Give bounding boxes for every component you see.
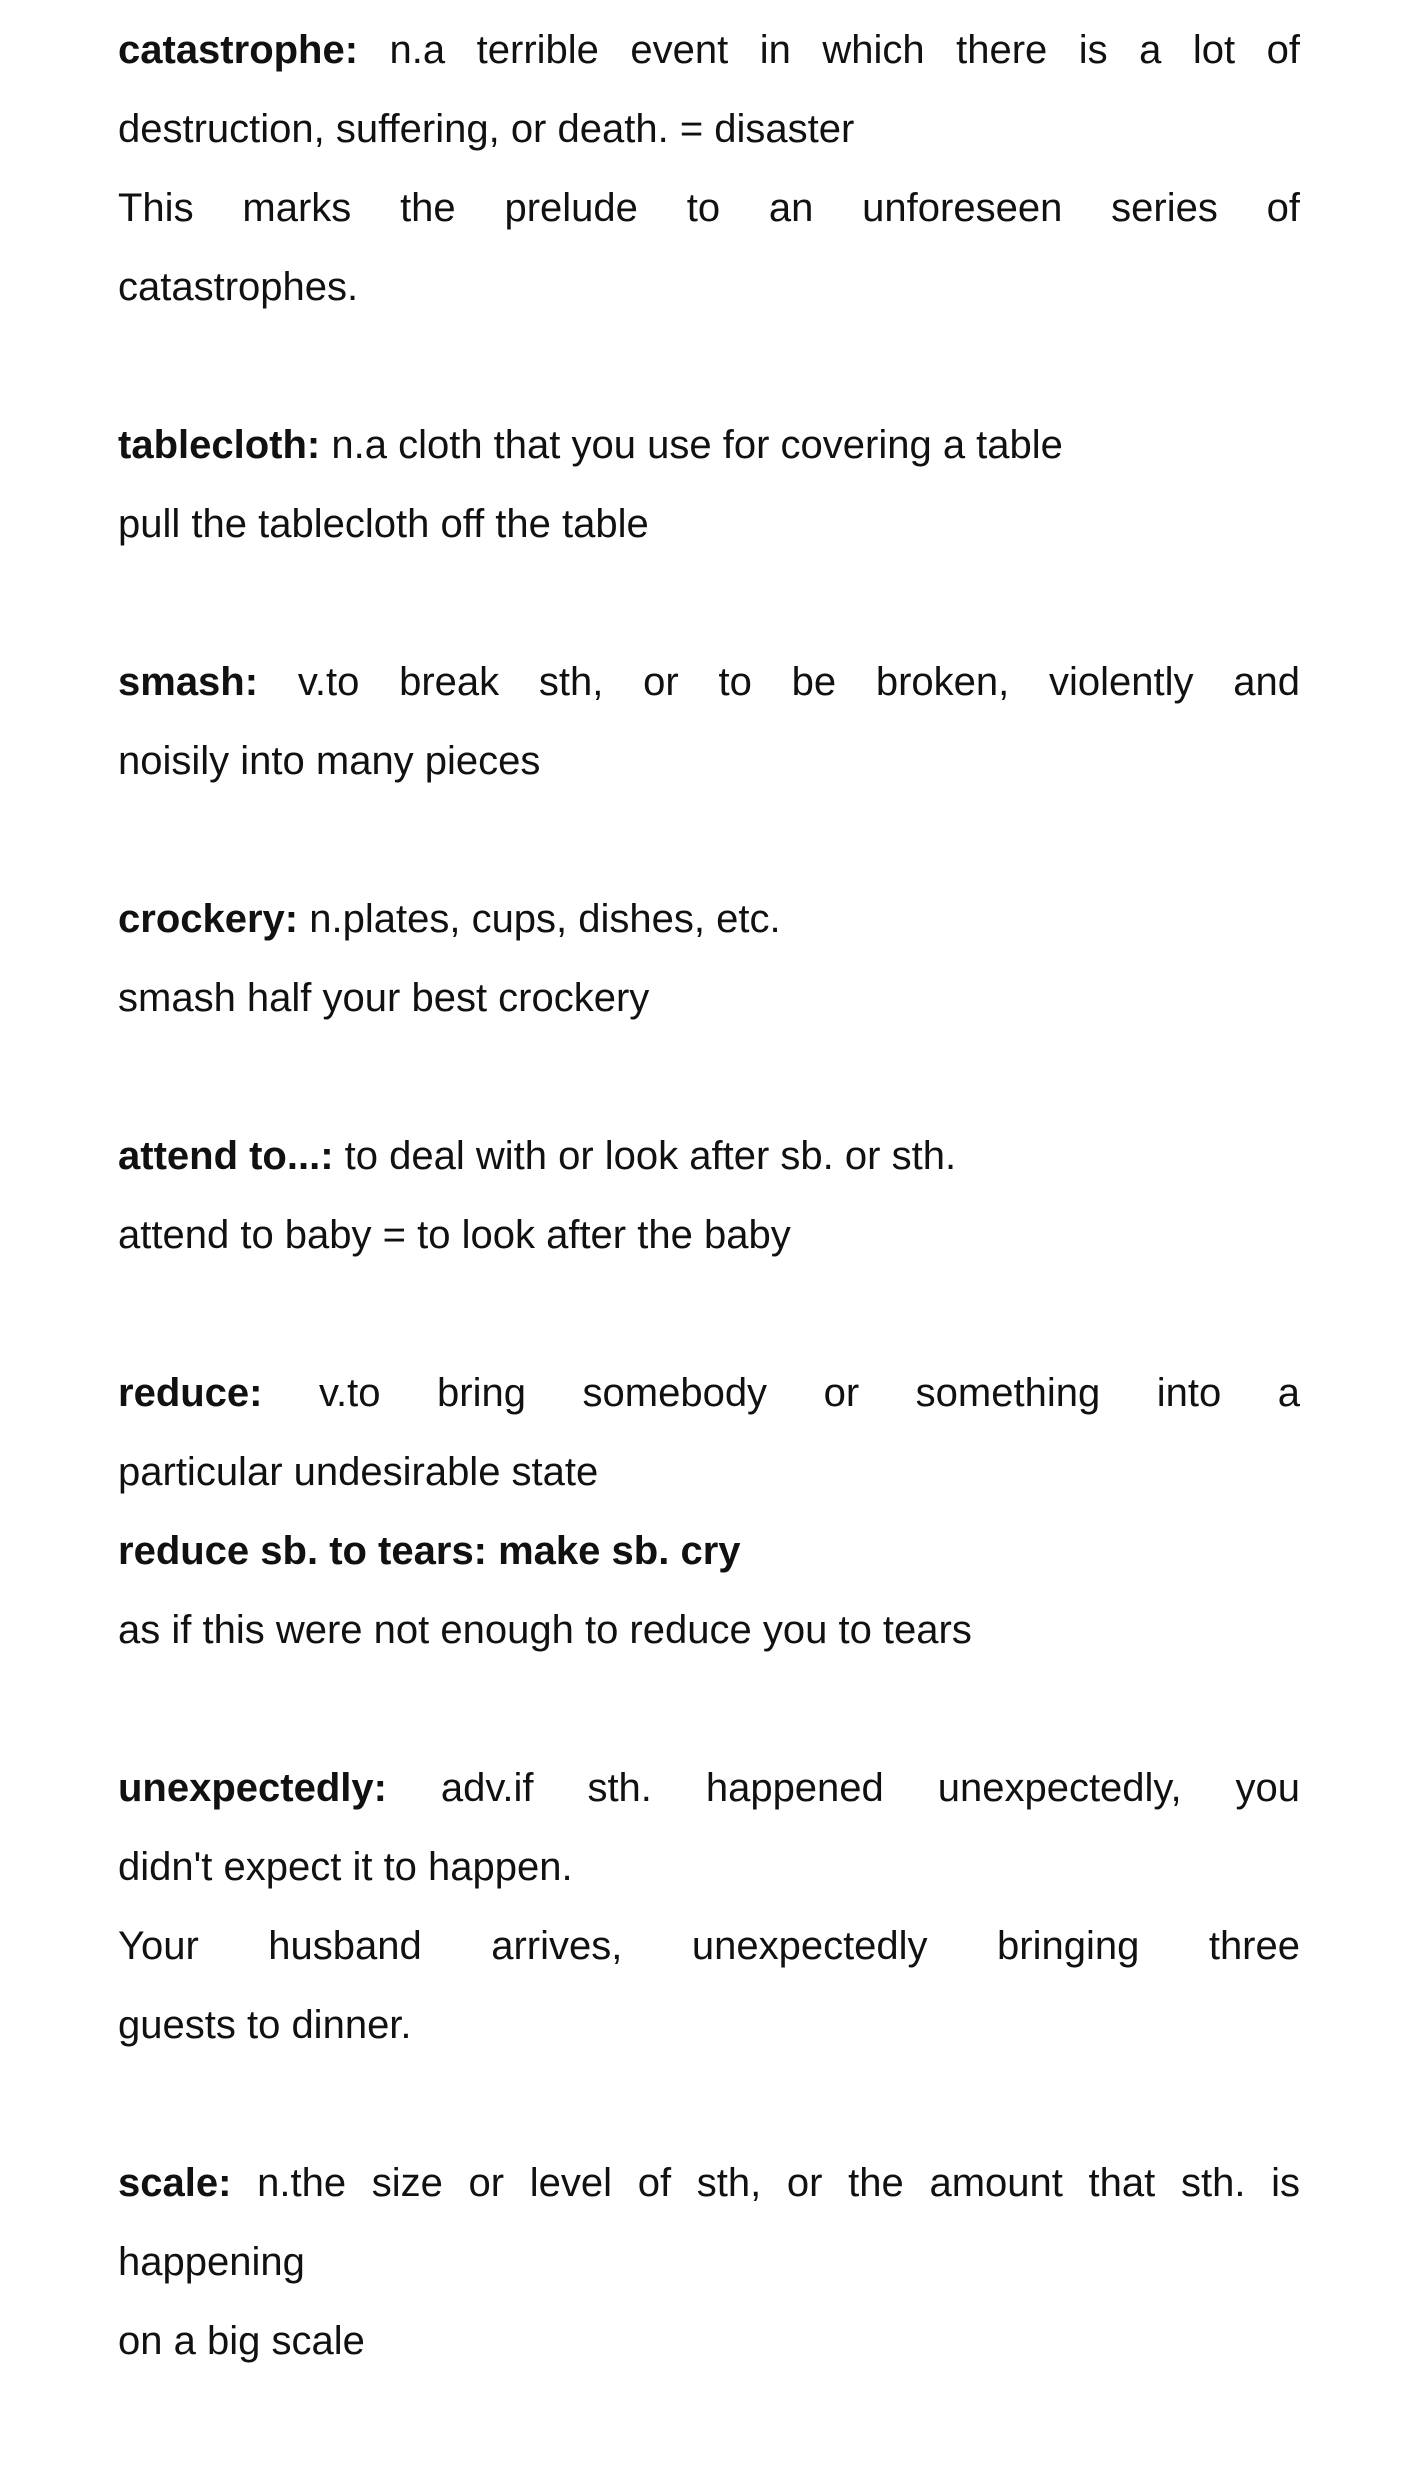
text: Your husband arrives, unexpectedly bringing three [118,1924,1300,1968]
text: didn't expect it to happen. [118,1845,573,1889]
text: smash half your best crockery [118,976,650,1020]
entry-spacer [118,801,1300,880]
text: n.a cloth that you use for covering a table [320,423,1063,467]
definition-line [118,1749,1300,1828]
text: v.to break sth, or to be broken, violently and [258,660,1300,704]
headword: tablecloth: [118,423,321,467]
entry-reduce [118,1354,1300,1670]
text-line [118,1828,1300,1907]
text-line [118,722,1300,801]
headword: attend to...: [118,1134,334,1178]
headword: smash: [118,660,259,704]
text-line [118,485,1300,564]
entry-scale [118,2144,1300,2381]
text: v.to bring somebody or something into a [262,1371,1300,1415]
entry-attend-to [118,1117,1300,1275]
vocabulary-document [118,11,1300,2381]
definition-line [118,11,1300,90]
definition-line [118,880,1300,959]
text-line [118,169,1300,248]
text: to deal with or look after sb. or sth. [333,1134,957,1178]
text: n.the size or level of sth, or the amount that sth. is [231,2161,1300,2205]
text-line [118,1591,1300,1670]
headword: catastrophe: [118,28,359,72]
definition-line [118,2144,1300,2223]
entry-tablecloth [118,406,1300,564]
text-line [118,90,1300,169]
headword: scale: [118,2161,232,2205]
text-line [118,1196,1300,1275]
entry-smash [118,643,1300,801]
text-line [118,2302,1300,2381]
text: n.a terrible event in which there is a lot of [358,28,1300,72]
text-line [118,248,1300,327]
entry-spacer [118,1670,1300,1749]
text: happening [118,2240,305,2284]
definition-line [118,406,1300,485]
headword: reduce: [118,1371,263,1415]
text: guests to dinner. [118,2003,412,2047]
entry-spacer [118,564,1300,643]
text: on a big scale [118,2319,365,2363]
text-line [118,1433,1300,1512]
definition-line [118,1117,1300,1196]
entry-spacer [118,2065,1300,2144]
headword: reduce sb. to tears: make sb. cry [118,1529,741,1573]
entry-catastrophe [118,11,1300,327]
text: catastrophes. [118,265,359,309]
text: particular undesirable state [118,1450,599,1494]
text: This marks the prelude to an unforeseen series of [118,186,1300,230]
definition-line [118,643,1300,722]
text: adv.if sth. happened unexpectedly, you [386,1766,1300,1810]
headword: unexpectedly: [118,1766,387,1810]
text-line [118,1907,1300,1986]
entry-spacer [118,1038,1300,1117]
entry-crockery [118,880,1300,1038]
text-line [118,959,1300,1038]
text: noisily into many pieces [118,739,541,783]
headword: crockery: [118,897,299,941]
text-line [118,1512,1300,1591]
definition-line [118,1354,1300,1433]
text-line [118,2223,1300,2302]
text: destruction, suffering, or death. = disaster [118,107,855,151]
entry-unexpectedly [118,1749,1300,2065]
text: pull the tablecloth off the table [118,502,649,546]
entry-spacer [118,1275,1300,1354]
text: n.plates, cups, dishes, etc. [298,897,781,941]
text-line [118,1986,1300,2065]
text: attend to baby = to look after the baby [118,1213,791,1257]
text: as if this were not enough to reduce you to tears [118,1608,972,1652]
entry-spacer [118,327,1300,406]
